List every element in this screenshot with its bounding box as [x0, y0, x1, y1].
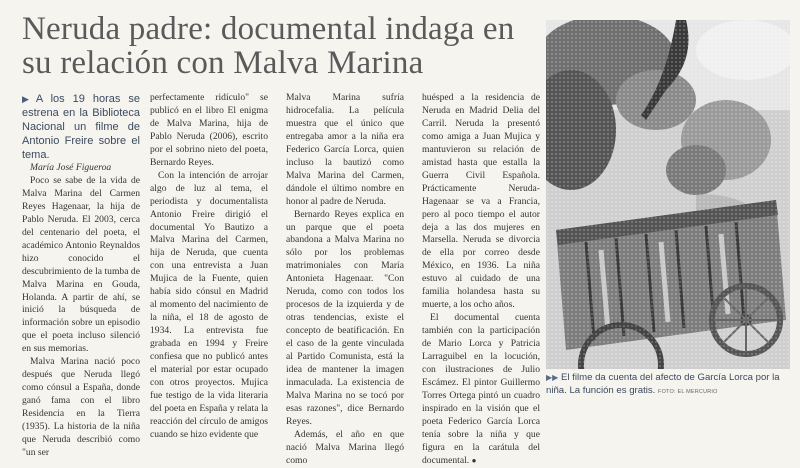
article-byline: María José Figueroa — [30, 162, 112, 173]
article-lead — [22, 92, 140, 162]
photo-caption — [546, 372, 790, 398]
lead-text: A los 19 horas se estrena en la Biblioteca Nacional un filme de Antonio Freire sobre el tema. — [22, 93, 140, 161]
paragraph: Además, el año en que nació Malva Marina llegó como — [286, 428, 404, 466]
photo-credit: FOTO: EL MERCURIO — [658, 388, 718, 395]
caption-arrow-icon: ▶▶ — [546, 373, 559, 382]
article-column-1 — [22, 92, 140, 460]
article-column-4 — [422, 92, 540, 468]
paragraph: Poco se sabe de la vida de Malva Marina del Carmen Reyes Hagenaar, la hija de Pablo Neruda. El 2003, cerca del centenario del poeta, el académico Antonio Reynaldos hizo conocido el descubrimiento de la tumba de Malva Marina en Gouda, Holanda. A partir de ahí, se inició la búsqueda de información sobre un episodio que el poeta incluso silenció en sus memorias. — [22, 174, 140, 355]
paragraph: Con la intención de arrojar algo de luz al tema, el periodista y documentalista Antonio Freire dirigió el documental Yo Bautizo a Malva Marina del Carmen, hija de Neruda, que cuenta con una entrevista a Juan Mujica de la Fuente, quien había sido cónsul en Madrid al momento del nacimiento de la niña, el 18 de agosto de 1934. La entrevista fue grabada en 1994 y Freire confiesa que no publicó antes el material por estar ocupado con otros proyectos. Mujica fue testigo de la vida literaria del poeta en España y relata la reacción del círculo de amigos cuando se hizo evidente que — [150, 169, 268, 440]
article-headline: Neruda padre: documental indaga en su relación con Malva Marina — [22, 11, 515, 81]
photo-illustration — [546, 20, 790, 369]
article-photo — [546, 20, 790, 369]
paragraph: Malva Marina nació poco después que Neruda llegó como cónsul a España, donde ganó fama con el libro Residencia en la Tierra (1935). La historia de la niña que Neruda describió como "un ser — [22, 356, 140, 458]
end-mark-icon: ● — [471, 455, 477, 465]
paragraph — [422, 312, 540, 467]
paragraph: perfectamente ridículo" se publicó en el libro El enigma de Malva Marina, hija de Pablo Neruda (2006), escrito por el sobrino nieto del poeta, Bernardo Reyes. — [150, 92, 268, 168]
paragraph: Bernardo Reyes explica en un parque que el poeta abandona a Malva Marina no sólo por los problemas matrimoniales con María Antonieta Hagenaar. "Con Neruda, como con todos los procesos de la izquierda y de otras tendencias, existe el concepto de beatificación. En el caso de la gente vinculada al Partido Comunista, está la idea de mantener la imagen inmaculada. La existencia de Malva Marina no se tocó por esas razones", dice Bernardo Reyes. — [286, 208, 404, 427]
caption-text: El filme da cuenta del afecto de García Lorca por la niña. La función es gratis. — [546, 372, 780, 396]
paragraph: Malva Marina sufría hidrocefalia. La película muestra que el único que entregaba amor a la niña era Federico García Lorca, quien incluso la bautizó como Malva Marina del Carmen, dándole el último nombre en honor al padre de Neruda. — [286, 92, 404, 207]
article-column-2 — [150, 92, 268, 442]
paragraph: huésped a la residencia de Neruda en Madrid Delia del Carril. Neruda la presentó como amiga a Juan Mujica y mantuvieron su relación de amistad hasta que estalla la Guerra Civil Española. Prácticamente Neruda-Hagenaar se va a Francia, pero al poco tiempo el autor deja a las dos mujeres en Marsella. Neruda se divorcia de ella por correo desde México, en 1936. La niña estuvo al cuidado de una familia holandesa hasta su muerte, a los ocho años. — [422, 92, 540, 311]
paragraph-text: El documental cuenta también con la participación de Mario Lorca y Patricia Larraguibel en la locución, con ilustraciones de Julio Escámez. El pintor Guillermo Torres Ortega pintó un cuadro inspirado en la visión que el poeta Federico García Lorca tenía sobre la niña y que figura en la carátula del documental. — [422, 312, 540, 466]
article-column-3 — [286, 92, 404, 468]
lead-arrow-icon: ▶ — [22, 94, 34, 104]
